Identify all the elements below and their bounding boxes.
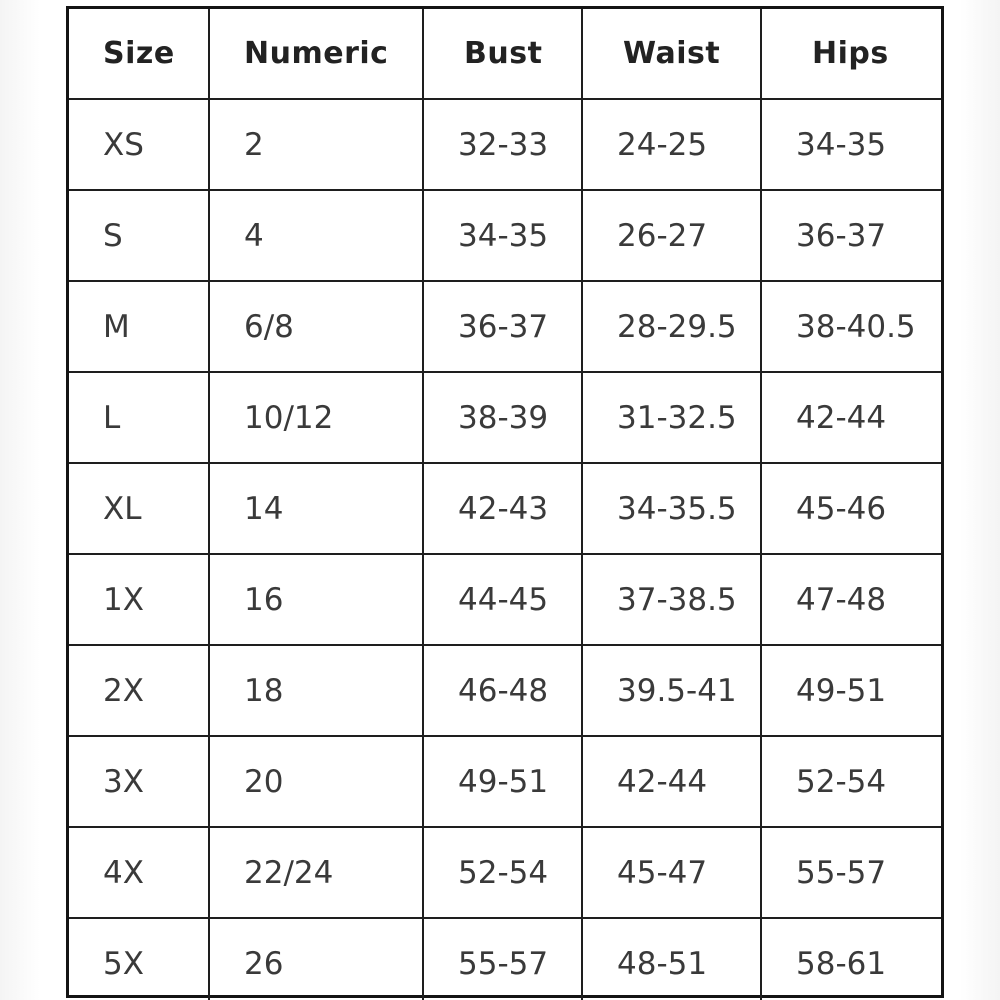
cell-size: 4X	[69, 827, 209, 918]
cell-bust: 42-43	[423, 463, 582, 554]
cell-bust: 52-54	[423, 827, 582, 918]
cell-hips: 47-48	[761, 554, 941, 645]
cell-hips: 36-37	[761, 190, 941, 281]
table-row	[69, 736, 941, 827]
cell-size: 3X	[69, 736, 209, 827]
header-waist: Waist	[582, 9, 761, 99]
cell-numeric: 16	[209, 554, 423, 645]
cell-bust: 44-45	[423, 554, 582, 645]
header-hips: Hips	[761, 9, 941, 99]
cell-size: L	[69, 372, 209, 463]
cell-bust: 34-35	[423, 190, 582, 281]
header-row	[69, 9, 941, 99]
table-row	[69, 645, 941, 736]
cell-numeric: 14	[209, 463, 423, 554]
cell-hips: 58-61	[761, 918, 941, 1000]
table-row	[69, 463, 941, 554]
size-chart-table	[69, 9, 941, 1000]
table-row	[69, 827, 941, 918]
cell-numeric: 20	[209, 736, 423, 827]
cell-hips: 34-35	[761, 99, 941, 190]
cell-waist: 34-35.5	[582, 463, 761, 554]
cell-waist: 26-27	[582, 190, 761, 281]
cell-waist: 28-29.5	[582, 281, 761, 372]
table-row	[69, 918, 941, 1000]
cell-waist: 31-32.5	[582, 372, 761, 463]
header-numeric: Numeric	[209, 9, 423, 99]
table-row	[69, 554, 941, 645]
cell-size: 2X	[69, 645, 209, 736]
table-row	[69, 99, 941, 190]
cell-size: XL	[69, 463, 209, 554]
cell-hips: 38-40.5	[761, 281, 941, 372]
table-row	[69, 190, 941, 281]
cell-bust: 49-51	[423, 736, 582, 827]
cell-numeric: 26	[209, 918, 423, 1000]
cell-bust: 38-39	[423, 372, 582, 463]
cell-size: 1X	[69, 554, 209, 645]
cell-numeric: 22/24	[209, 827, 423, 918]
cell-numeric: 18	[209, 645, 423, 736]
cell-bust: 32-33	[423, 99, 582, 190]
cell-waist: 42-44	[582, 736, 761, 827]
cell-waist: 37-38.5	[582, 554, 761, 645]
cell-hips: 55-57	[761, 827, 941, 918]
cell-numeric: 6/8	[209, 281, 423, 372]
cell-hips: 42-44	[761, 372, 941, 463]
header-bust: Bust	[423, 9, 582, 99]
cell-hips: 45-46	[761, 463, 941, 554]
cell-size: 5X	[69, 918, 209, 1000]
cell-numeric: 4	[209, 190, 423, 281]
cell-numeric: 10/12	[209, 372, 423, 463]
cell-hips: 52-54	[761, 736, 941, 827]
cell-size: S	[69, 190, 209, 281]
table-row	[69, 372, 941, 463]
cell-waist: 45-47	[582, 827, 761, 918]
cell-size: XS	[69, 99, 209, 190]
cell-hips: 49-51	[761, 645, 941, 736]
table-row	[69, 281, 941, 372]
size-chart-frame	[66, 6, 944, 998]
cell-numeric: 2	[209, 99, 423, 190]
cell-waist: 24-25	[582, 99, 761, 190]
cell-waist: 39.5-41	[582, 645, 761, 736]
cell-bust: 36-37	[423, 281, 582, 372]
header-size: Size	[69, 9, 209, 99]
cell-bust: 55-57	[423, 918, 582, 1000]
cell-waist: 48-51	[582, 918, 761, 1000]
cell-size: M	[69, 281, 209, 372]
cell-bust: 46-48	[423, 645, 582, 736]
